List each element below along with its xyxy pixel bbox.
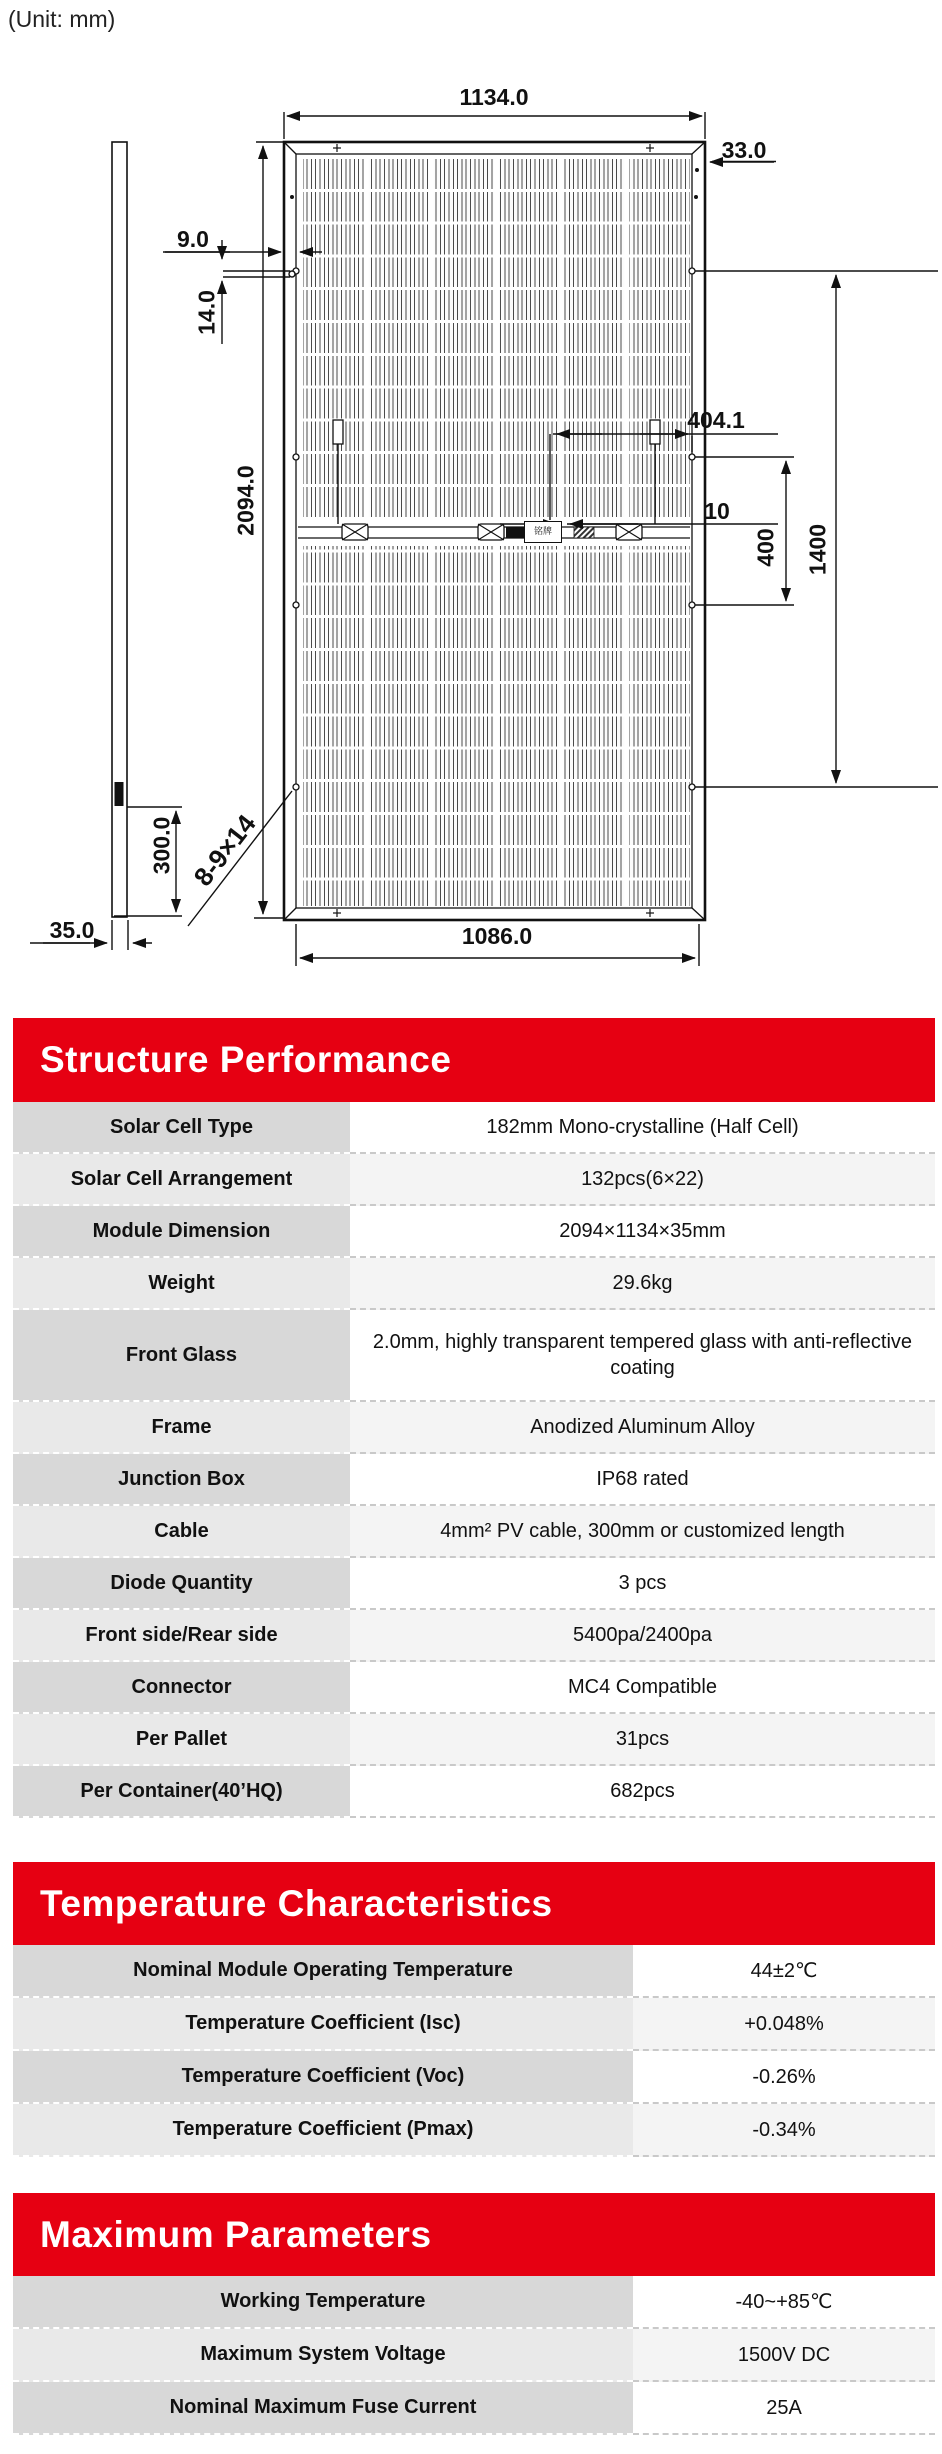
row-value: 682pcs — [350, 1766, 935, 1818]
row-label: Junction Box — [13, 1454, 350, 1506]
row-value: 5400pa/2400pa — [350, 1610, 935, 1662]
row-value: 3 pcs — [350, 1558, 935, 1610]
table-row — [13, 2382, 935, 2435]
table-row — [13, 1998, 935, 2051]
row-value: 2094×1134×35mm — [350, 1206, 935, 1258]
row-label: Diode Quantity — [13, 1558, 350, 1610]
row-value: 132pcs(6×22) — [350, 1154, 935, 1206]
section-maximum-parameters — [13, 2193, 935, 2435]
row-label: Temperature Coefficient (Voc) — [13, 2051, 633, 2104]
row-value: IP68 rated — [350, 1454, 935, 1506]
row-label: Weight — [13, 1258, 350, 1310]
dim-inset: 14.0 — [193, 290, 220, 335]
row-label: Per Pallet — [13, 1714, 350, 1766]
section-temperature-characteristics — [13, 1862, 935, 2157]
row-label: Temperature Coefficient (Isc) — [13, 1998, 633, 2051]
row-value: MC4 Compatible — [350, 1662, 935, 1714]
row-label: Per Container(40’HQ) — [13, 1766, 350, 1818]
section-title: Maximum Parameters — [40, 2213, 432, 2255]
section-header — [13, 1862, 935, 1945]
dim-hole-pitch: 400 — [752, 528, 779, 567]
dim-mount-pitch: 1400 — [804, 523, 831, 576]
row-label: Front Glass — [13, 1310, 350, 1402]
dim-jb-to-hole: 404.1 — [687, 407, 745, 433]
section-title: Structure Performance — [40, 1039, 452, 1080]
row-value: 182mm Mono-crystalline (Half Cell) — [350, 1102, 935, 1154]
row-label: Maximum System Voltage — [13, 2329, 633, 2382]
row-label: Nominal Module Operating Temperature — [13, 1945, 633, 1998]
row-value: +0.048% — [633, 1998, 935, 2051]
row-value: 1500V DC — [633, 2329, 935, 2382]
table-row — [13, 1610, 935, 1662]
module-technical-drawing — [0, 0, 942, 1000]
section-title: Temperature Characteristics — [40, 1882, 553, 1924]
dim-mounting-holes: 8-9×14 — [187, 808, 262, 892]
table-row — [13, 2104, 935, 2157]
row-value: 4mm² PV cable, 300mm or customized length — [350, 1506, 935, 1558]
dim-gap: 10 — [704, 498, 730, 524]
row-label: Frame — [13, 1402, 350, 1454]
table-row — [13, 1154, 935, 1206]
row-value: 29.6kg — [350, 1258, 935, 1310]
dim-top-width: 1134.0 — [459, 84, 529, 110]
row-label: Nominal Maximum Fuse Current — [13, 2382, 633, 2435]
table-row — [13, 2051, 935, 2104]
table-row — [13, 1310, 935, 1402]
row-label: Cable — [13, 1506, 350, 1558]
spec-table — [13, 1945, 935, 2157]
dim-thickness: 35.0 — [49, 917, 95, 943]
row-label: Solar Cell Arrangement — [13, 1154, 350, 1206]
spec-table — [13, 2276, 935, 2435]
table-row — [13, 1506, 935, 1558]
row-value: 2.0mm, highly transparent tempered glass with anti-reflective coating — [350, 1310, 935, 1402]
table-row — [13, 1206, 935, 1258]
section-header — [13, 1018, 935, 1102]
row-value: -40~+85℃ — [633, 2276, 935, 2329]
unit-note: (Unit: mm) — [8, 6, 116, 32]
table-row — [13, 1945, 935, 1998]
junction-box-strip — [298, 420, 690, 540]
dim-frame-height: 33.0 — [721, 137, 767, 163]
row-label: Module Dimension — [13, 1206, 350, 1258]
row-label: Solar Cell Type — [13, 1102, 350, 1154]
row-value: -0.26% — [633, 2051, 935, 2104]
table-row — [13, 1454, 935, 1506]
table-row — [13, 1558, 935, 1610]
row-label: Front side/Rear side — [13, 1610, 350, 1662]
nameplate-label: 铭牌 — [524, 521, 562, 543]
drawing-lines — [0, 0, 942, 1000]
section-header — [13, 2193, 935, 2276]
row-value: 31pcs — [350, 1714, 935, 1766]
row-value: 44±2℃ — [633, 1945, 935, 1998]
table-row — [13, 1102, 935, 1154]
side-view-junction-box — [115, 782, 124, 806]
dim-module-height: 2094.0 — [232, 465, 259, 536]
table-row — [13, 2329, 935, 2382]
table-row — [13, 1714, 935, 1766]
row-value: -0.34% — [633, 2104, 935, 2157]
dim-lip: 9.0 — [177, 226, 209, 252]
table-row — [13, 2276, 935, 2329]
section-structure-performance — [13, 1018, 935, 1818]
row-value: Anodized Aluminum Alloy — [350, 1402, 935, 1454]
dim-cable-length: 300.0 — [148, 816, 175, 875]
dim-inner-width: 1086.0 — [461, 923, 533, 949]
table-row — [13, 1766, 935, 1818]
table-row — [13, 1662, 935, 1714]
spec-table — [13, 1102, 935, 1818]
table-row — [13, 1402, 935, 1454]
row-label: Temperature Coefficient (Pmax) — [13, 2104, 633, 2157]
table-row — [13, 1258, 935, 1310]
label-underlines — [30, 162, 776, 944]
row-label: Working Temperature — [13, 2276, 633, 2329]
row-label: Connector — [13, 1662, 350, 1714]
row-value: 25A — [633, 2382, 935, 2435]
